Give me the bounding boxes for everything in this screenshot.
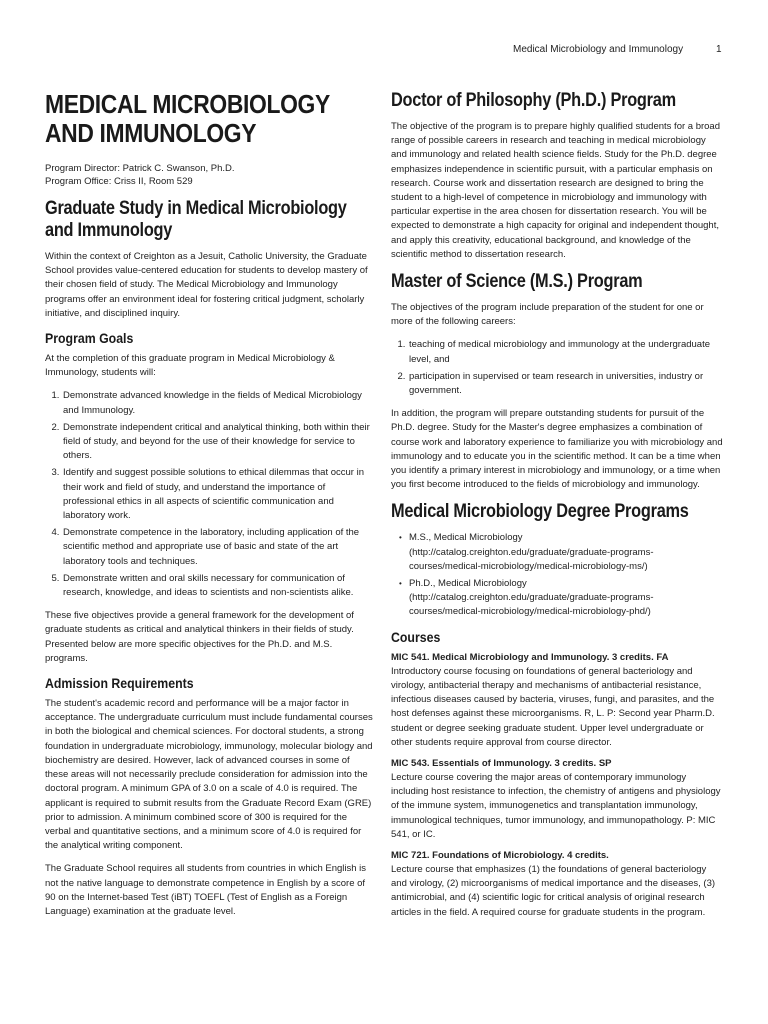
graduate-study-heading: Graduate Study in Medical Microbiology and Immunology (45, 198, 347, 241)
page-number: 1 (716, 44, 722, 55)
program-office: Program Office: Criss II, Room 529 (45, 176, 193, 187)
admission-text: The student's academic record and performance will be a major factor in acceptance. The undergraduate curriculum must include fundamental courses in both the biological and chemical sciences. For doctoral students, a strong foundation in undergraduate microbiology, immunology, molecular biology and biochemistry are desired. However, lack of advanced courses in some of these areas will not necessarily preclude consideration for admission into the doctoral program. A minimum GPA of 3.0 on a scale of 4.0 is required. The applicant is required to submit results from the Graduate Record Exam (GRE) prior to admission. A minimum combined score of 300 is required for the verbal and quantitative sections, and a minimum score of 4.0 is required for the analytical writing component. (45, 698, 373, 852)
ms-heading: Master of Science (M.S.) Program (391, 271, 643, 293)
course-entry (391, 757, 723, 842)
goal-item: 5. Demonstrate written and oral skills necessary for communication of research, knowledge, and ideas to scientists and non-scientists alike. (62, 572, 375, 600)
career-item: 1. teaching of medical microbiology and immunology at the undergraduate level, and (408, 338, 723, 366)
left-column (45, 90, 375, 928)
graduate-study-text: Within the context of Creighton as a Jesuit, Catholic University, the Graduate School provides value-centered education for students to develop mastery of their chosen field of study. The Medical Microbiology and Immunology programs offer an environment ideal for fostering critical judgment, scholarly initiative, and disciplined inquiry. (45, 251, 368, 319)
right-column (391, 90, 723, 927)
goal-item: 4. Demonstrate competence in the laboratory, including application of the scientific method and appropriate use of basic and state of the art laboratory tools and techniques. (62, 526, 375, 569)
degree-programs-heading: Medical Microbiology Degree Programs (391, 501, 689, 523)
course-title: MIC 541. Medical Microbiology and Immunology. 3 credits. FA (391, 651, 669, 663)
ms-careers-list (391, 338, 723, 398)
goal-item: 1. Demonstrate advanced knowledge in the fields of Medical Microbiology and Immunology. (62, 389, 375, 417)
program-goals-summary: These five objectives provide a general framework for the development of graduate students as critical and analytical thinkers in their fields of study. Presented below are more specific objectives for the Ph.D. and M.S. programs. (45, 610, 354, 664)
course-description: Lecture course that emphasizes (1) the foundations of general bacteriology and virology, (2) microorganisms of medical importance and the diseases, (3) antimicrobial, and (4) scientific logic for critical analysis of original research articles in the field. A required course for graduate students in the program. (391, 863, 716, 918)
course-entry (391, 651, 723, 750)
admission-heading: Admission Requirements (45, 675, 194, 692)
ms-intro: The objectives of the program include preparation of the student for one or more of the following careers: (391, 302, 704, 328)
phd-heading: Doctor of Philosophy (Ph.D.) Program (391, 90, 676, 111)
courses-heading: Courses (391, 628, 441, 645)
degree-link-ms[interactable]: • M.S., Medical Microbiology (http://catalog.creighton.edu/graduate/graduate-programs-courses/medical-microbiology/medical-microbiology-ms/) (409, 531, 723, 574)
program-director: Program Director: Patrick C. Swanson, Ph.D. (45, 163, 235, 174)
course-description: Lecture course covering the major areas of contemporary immunology including host resistance to infection, the chemistry of antigens and physiology of the immune system, immunogenetics and transplantation immunology, immunological techniques, tumor immunology, and immunopathology. P: MIC 541, or IC. (391, 771, 721, 840)
program-goals-intro: At the completion of this graduate program in Medical Microbiology & Immunology, students will: (45, 353, 335, 379)
course-entry (391, 849, 723, 920)
running-title: Medical Microbiology and Immunology (513, 44, 684, 55)
ms-text: In addition, the program will prepare outstanding students for pursuit of the Ph.D. degree. Study for the Master's degree emphasizes a combination of course work and laboratory experience to familiarize you with microbiology and immunology and to educate you in the scientific method. It can be a time when you identify a primary interest in microbiology and immunology, or a time when you first become introduced to the fields of microbiology and immunology. (391, 408, 723, 491)
program-goals-list (45, 389, 375, 600)
phd-text: The objective of the program is to prepare highly qualified students for a broad range of possible careers in research and teaching in medical microbiology and immunology and related health science fields. Study for the Ph.D. degree emphasizes independence in scientific pursuit, with a particular emphasis on research. Course work and dissertation research are designed to bring the student to a high-level of competence in microbiology and immunology with particular expertise in the area chosen for dissertation research. You will be expected to demonstrate a high capacity for original and independent thought, and apply this creativity, educational background, and knowledge of the scientific method to dissertation research. (391, 121, 720, 260)
course-title: MIC 543. Essentials of Immunology. 3 credits. SP (391, 757, 612, 769)
career-item: 2. participation in supervised or team research in universities, industry or government. (408, 370, 723, 398)
course-title: MIC 721. Foundations of Microbiology. 4 credits. (391, 849, 609, 861)
program-meta (45, 162, 375, 188)
course-description: Introductory course focusing on foundations of general bacteriology and virology, antibacterial therapy and mechanisms of antibacterial resistance, infectious diseases caused by bacteria, viruses, fungi, and parasites, and the host defenses against these microorganisms. R, L. P: Second year Pharm.D. student or degree seeking graduate student. Upper level undergraduate or other students require approval from course director. (391, 665, 715, 748)
degree-link-phd[interactable]: • Ph.D., Medical Microbiology (http://catalog.creighton.edu/graduate/graduate-programs-courses/medical-microbiology/medical-microbiology-phd/) (409, 577, 723, 620)
degree-programs-list (391, 531, 723, 619)
goal-item: 2. Demonstrate independent critical and analytical thinking, both within their field of study, and beyond for the use of their knowledge for service to others. (62, 421, 375, 464)
document-title: MEDICAL MICROBIOLOGY AND IMMUNOLOGY (45, 89, 330, 148)
english-requirement-text: The Graduate School requires all students from countries in which English is not the native language to demonstrate competence in English by a score of 90 on the Internet-based Test (iBT) TOEFL (Test of English as a Foreign Language) examination at the graduate level. (45, 863, 367, 917)
program-goals-heading: Program Goals (45, 330, 134, 347)
running-header (0, 44, 768, 58)
goal-item: 3. Identify and suggest possible solutions to ethical dilemmas that occur in their work and field of study, and understand the importance of professional ethics in all aspects of scientific communication and laboratory work. (62, 466, 375, 523)
